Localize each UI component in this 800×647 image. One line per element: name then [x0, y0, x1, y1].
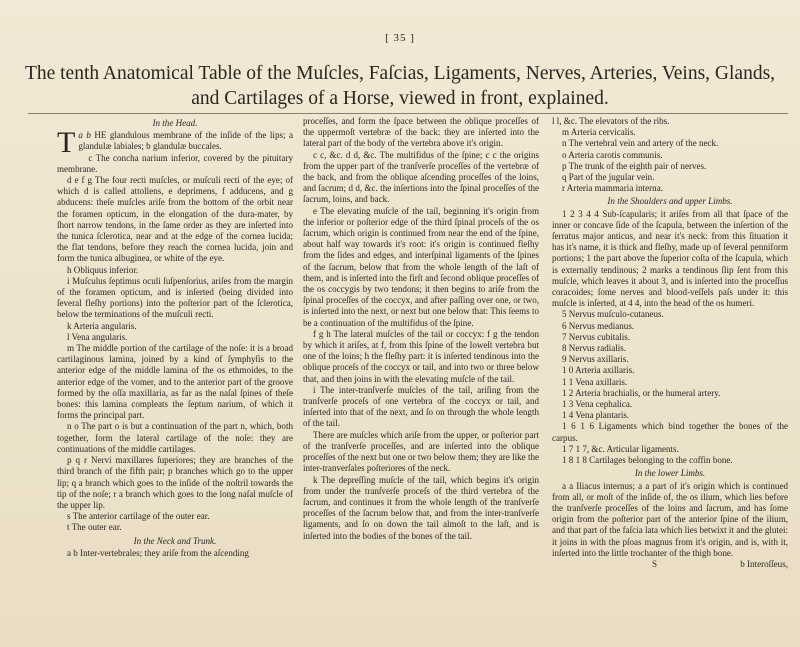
list-item-musculo-cutaneus: 5 Nervus muſculo-cutaneus.: [562, 309, 664, 320]
paragraph-jugular: q Part of the jugular vein.: [562, 172, 655, 183]
paragraph-obliquus: h Obliquus inferior.: [67, 264, 139, 275]
title-divider: [28, 113, 788, 114]
list-item-radialis: 8 Nervus radialis.: [562, 343, 627, 354]
list-item-vena-axillaris: 1 1 Vena axillaris.: [562, 376, 628, 387]
paragraph-eighth-pair: p The trunk of the eighth pair of nerves.: [562, 160, 707, 171]
paragraph-vena-angularis: l Vena angularis.: [67, 331, 128, 342]
footer-line: [552, 559, 788, 570]
page-number: [ 35 ]: [385, 32, 415, 44]
paragraph-depressing-muscle: k The depreſſing muſcle of the tail, which begins it's origin from under the tranſverſe proceſs of the third vertebra of the ſacrum, and continues it from the whole length of the tranſverſe proceſſes of the ſacrum below that, and from the inter-tranſverſe ligaments, and ſo on down the tail almoſt to the laſt, and is inſerted into the bodies of the bones of the tail.: [303, 474, 539, 541]
paragraph-text: HE glandulous membrane of the inſide of the lips; a glandulæ labiales; b glandulæ buccales.: [78, 130, 293, 152]
paragraph-nose-cartilage: m The middle portion of the cartilage of the noſe: it is a broad cartilaginous lamina, joined by a kind of ſymphyſis to the anterior edge of the middle lamina of the os ethmoides, to the anterior edge of the vomer, and to the anterior part of the groove formed by the oſſa maxillaria, as far as the naſal ſpines of theſe bones: this lamina compleats the ſeptum narium, of which it forms the principal part.: [57, 343, 293, 421]
text-column-1: [57, 116, 293, 644]
list-item-cephalica: 1 3 Vena cephalica.: [562, 399, 633, 410]
section-heading-lower-limbs: In the lower Limbs.: [634, 468, 706, 479]
paragraph-recti-muscles: d e f g The four recti muſcles, or muſculi recti of the eye; of which d is called attollens, e deprimens, f adducens, and g abducens: theſe muſcles ariſe from the bottom of the orbit near the foramen opticum, in the elongation of the dura-mater, by ſhort narrow tendons, in the ſame order as they are inſerted into the tunica ſclerotica, near and at the edge of the cornea lucida; the flat tendons, before they reach the cornea lucida, join and form the tunica albuginea, or white of the eye.: [57, 175, 293, 264]
paragraph-inter-transverse: i The inter-tranſverſe muſcles of the tail, ariſing from the tranſverſe proceſs of one vertebra of the coccyx or tail, and inſerted into that of the next, and ſo on through the whole length of the tail.: [303, 384, 539, 429]
drop-cap: T: [57, 126, 76, 160]
paragraph-arteria-cervicalis: m Arteria cervicalis.: [562, 127, 636, 138]
catchword: b Interoſſeus,: [740, 558, 788, 569]
paragraph-arteria-angularis: k Arteria angularis.: [67, 320, 137, 331]
paragraph-suspensorius: i Muſculus ſeptimus oculi ſuſpenſorius, ariſes from the margin of the foramen opticum, and is inſerted (being divided into ſeveral fleſhy portions) into the poſterior part of the ſclerotica, below the terminations of the muſculi recti.: [57, 275, 293, 320]
signature-mark: S: [652, 558, 658, 569]
paragraph-carotis: o Arteria carotis communis.: [562, 149, 663, 160]
paragraph-elevating-muscle: e The elevating muſcle of the tail, beginning it's origin from the inferior or poſterior edge of the third ſpinal proceſs of the os ſacrum, which origin is continued from near the end of the ſpine, about half way towards it's root: it's origin is continued fleſhy from the ſides and edges, and interſpinal ligaments of the ſpines of the ſacrum, below that from the whole length of the laſt of them, and is inſerted into the firſt and ſecond oblique proceſſes of the os coccygis by two tendons; it then begins to ariſe from the ſpinal proceſſes of the coccyx, and after paſſing over one, or two, is inſerted into the next, or next but one below that: This ſeems to be a continuation of the multifidus of the ſpine.: [303, 205, 539, 328]
list-item-articular-ligaments: 1 7 1 7, &c. Articular ligaments.: [562, 443, 679, 454]
paragraph-concha: c The concha narium inferior, covered by the pituitary membrane.: [57, 152, 293, 174]
paragraph-mammaria: r Arteria mammaria interna.: [562, 183, 663, 194]
paragraph-multifidus: c c, &c. d d, &c. The multifidus of the ſpine; c c the origins from the upper part of the tranſverſe proceſſes of the vertebræ of the back, and from the oblique aſcending proceſſes of the loins, and ſacrum; d d, &c. the inſertions into the ſpinal proceſſes of the ſacrum, loins, and back.: [303, 149, 539, 205]
paragraph-lateral-cartilage: n o The part o is but a continuation of the part n, which, both together, form the lateral cartilage of the noſe: they are continuations of the middle cartilages.: [57, 421, 293, 454]
text-column-2: [303, 116, 539, 644]
paragraph-there-are-muscles: There are muſcles which ariſe from the upper, or poſterior part of the tranſverſe proceſſes, and are inſerted into the oblique proceſſes of the next but one or two below them; they are like the inter-tranverſales poſteriores of the neck.: [303, 429, 539, 474]
page-title-line-1: The tenth Anatomical Table of the Muſcles, Faſcias, Ligaments, Nerves, Arteries, Veins, Glands,: [24, 63, 776, 84]
paragraph-glandulous-membrane: [57, 126, 293, 160]
paragraph-elevators-ribs: l l, &c. The elevators of the ribs.: [552, 116, 670, 126]
list-item-axillaris-nerve: 9 Nervus axillaris.: [562, 354, 629, 365]
paragraph-ear-cartilage: s The anterior cartilage of the outer ear.: [67, 511, 210, 522]
paragraph-sub-scapularis: 1 2 3 4 4 Sub-ſcapularis; it ariſes from all that ſpace of the inner or concave ſide of the ſcapula, between the inſertion of the ſerratus major anticus, and near it's neck: from this ſituation it has it's name, it is thick and fleſhy, made up of ſeveral penniform portions; 1 the part above the ſuperior coſta of the ſcapula, which is externally tendinous; 2 marks a tendinous ſlip ſent from this muſcle, which leaves it about 3, and is inſerted into the proceſſus coracoides; ſome nerves and blood-veſſels paſs under it: this muſcle is inſerted, at 4 4, into the head of the os humeri.: [552, 208, 788, 309]
text-column-3: [552, 116, 788, 644]
paragraph-inter-vertebrales: a b Inter-vertebrales; they ariſe from the aſcending: [67, 547, 249, 558]
section-heading-shoulders: In the Shoulders and upper Limbs.: [607, 196, 733, 207]
paragraph-vertebral-vein: n The vertebral vein and artery of the neck.: [562, 138, 719, 149]
paragraph-processes: proceſſes, and form the ſpace between the oblique proceſſes of the uppermoſt vertebræ of the back: they are inſerted into the lateral part of the body of the vertebra above it's origin.: [303, 116, 539, 149]
list-item-cubitalis: 7 Nervus cubitalis.: [562, 331, 631, 342]
list-item-arteria-axillaris: 1 0 Arteria axillaris.: [562, 365, 635, 376]
section-heading-head: In the Head.: [152, 118, 198, 128]
list-item-plantaris: 1 4 Vena plantaris.: [562, 410, 630, 421]
section-heading-neck-trunk: In the Neck and Trunk.: [133, 535, 217, 546]
list-item-coffin-bone: 1 8 1 8 Cartilages belonging to the coffin bone.: [562, 455, 733, 466]
paragraph-nervi-maxillares: p q r Nervi maxillares ſuperiores; they are branches of the third branch of the fifth pair; p branches which go to the upper lip; q a branch which goes to the inſide of the noſtril towards the tip of the noſe; r a branch which goes to the long naſal muſcle of the upper lip.: [57, 455, 293, 510]
paragraph-outer-ear: t The outer ear.: [67, 522, 122, 533]
paragraph-lateral-muscles-tail: f g h The lateral muſcles of the tail or coccyx: f g the tendon by which it ariſes, at f, from this ſpine of the loweſt vertebra but one of the loins; h the fleſhy part: it is inſerted tendinous into the oblique proceſs of the coccyx or tail, and into two or three below that, and then joins in with the elevating muſcle of the tail.: [303, 328, 539, 384]
list-item-brachialis: 1 2 Arteria brachialis, or the humeral artery.: [562, 387, 721, 398]
paragraph-iliacus: a a Iliacus internus; a a part of it's origin which is continued from all, or moſt of the inſide of, the os ilium, which lies before the tranſverſe proceſſes of the loins and ſacrum, and has ſome origin from the poſterior part of the anterior ſpine of the ilium, and that part of the faſcia lata which lies betwixt it and the glutei: it joins in with the pſoas magnus from it's origin, and is, with it, inſerted into the little trochanter of the thigh bone.: [552, 480, 788, 558]
list-item-carpus-ligaments: 1 6 1 6 Ligaments which bind together the bones of the carpus.: [552, 421, 788, 443]
dropcap-prefix: a b: [78, 130, 91, 141]
list-item-medianus: 6 Nervus medianus.: [562, 320, 635, 331]
page-title-line-2: and Cartilages of a Horse, viewed in front, explained.: [191, 88, 609, 109]
